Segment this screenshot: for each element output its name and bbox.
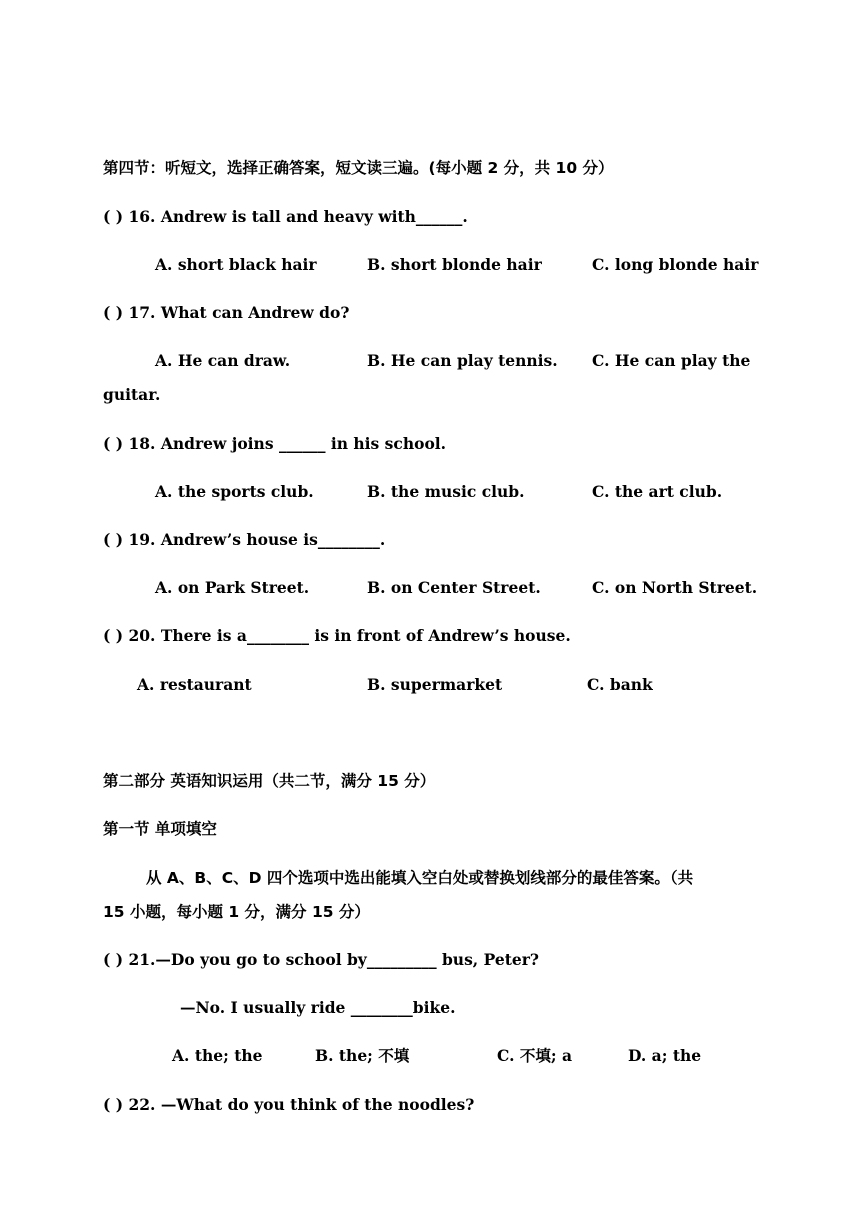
question-21-option-d: D. a; the xyxy=(628,1046,702,1065)
question-18-stem: ( ) 18. Andrew joins ______ in his school. xyxy=(103,434,447,453)
question-17-option-c: C. He can play the xyxy=(592,351,751,370)
question-21-reply: —No. I usually ride ________bike. xyxy=(180,998,456,1017)
question-21-option-b: B. the; 不填 xyxy=(315,1046,410,1065)
question-17-stem: ( ) 17. What can Andrew do? xyxy=(103,303,350,322)
question-16-option-b: B. short blonde hair xyxy=(367,255,542,274)
question-21-option-a: A. the; the xyxy=(172,1046,263,1065)
question-17-option-a: A. He can draw. xyxy=(155,351,291,370)
question-19-option-c: C. on North Street. xyxy=(592,578,758,597)
question-19-option-a: A. on Park Street. xyxy=(155,578,310,597)
part2-header: 第二部分 英语知识运用（共二节，满分 15 分） xyxy=(103,772,436,790)
question-17-option-c-wrap: guitar. xyxy=(103,385,161,404)
question-16-stem: ( ) 16. Andrew is tall and heavy with______. xyxy=(103,207,468,226)
question-17-option-b: B. He can play tennis. xyxy=(367,351,558,370)
question-20-stem: ( ) 20. There is a________ is in front of Andrew’s house. xyxy=(103,626,571,645)
question-18-option-c: C. the art club. xyxy=(592,482,723,501)
question-16-option-c: C. long blonde hair xyxy=(592,255,759,274)
part2-instruction-line1: 从 A、B、C、D 四个选项中选出能填入空白处或替换划线部分的最佳答案。（共 xyxy=(146,869,694,887)
part2-instruction-line2: 15 小题，每小题 1 分，满分 15 分） xyxy=(103,903,370,921)
question-20-option-b: B. supermarket xyxy=(367,675,503,694)
question-21-stem: ( ) 21.—Do you go to school by_________ bus, Peter? xyxy=(103,950,539,969)
question-19-stem: ( ) 19. Andrew’s house is________. xyxy=(103,530,386,549)
question-22-stem: ( ) 22. —What do you think of the noodles? xyxy=(103,1095,475,1114)
question-16-option-a: A. short black hair xyxy=(155,255,317,274)
question-20-option-c: C. bank xyxy=(587,675,653,694)
question-20-option-a: A. restaurant xyxy=(137,675,252,694)
question-19-option-b: B. on Center Street. xyxy=(367,578,541,597)
question-18-option-b: B. the music club. xyxy=(367,482,525,501)
question-21-option-c: C. 不填; a xyxy=(497,1046,573,1065)
part2-sub-header: 第一节 单项填空 xyxy=(103,820,217,838)
section4-header: 第四节：听短文，选择正确答案，短文读三遍。(每小题 2 分，共 10 分） xyxy=(103,159,614,177)
question-18-option-a: A. the sports club. xyxy=(155,482,314,501)
